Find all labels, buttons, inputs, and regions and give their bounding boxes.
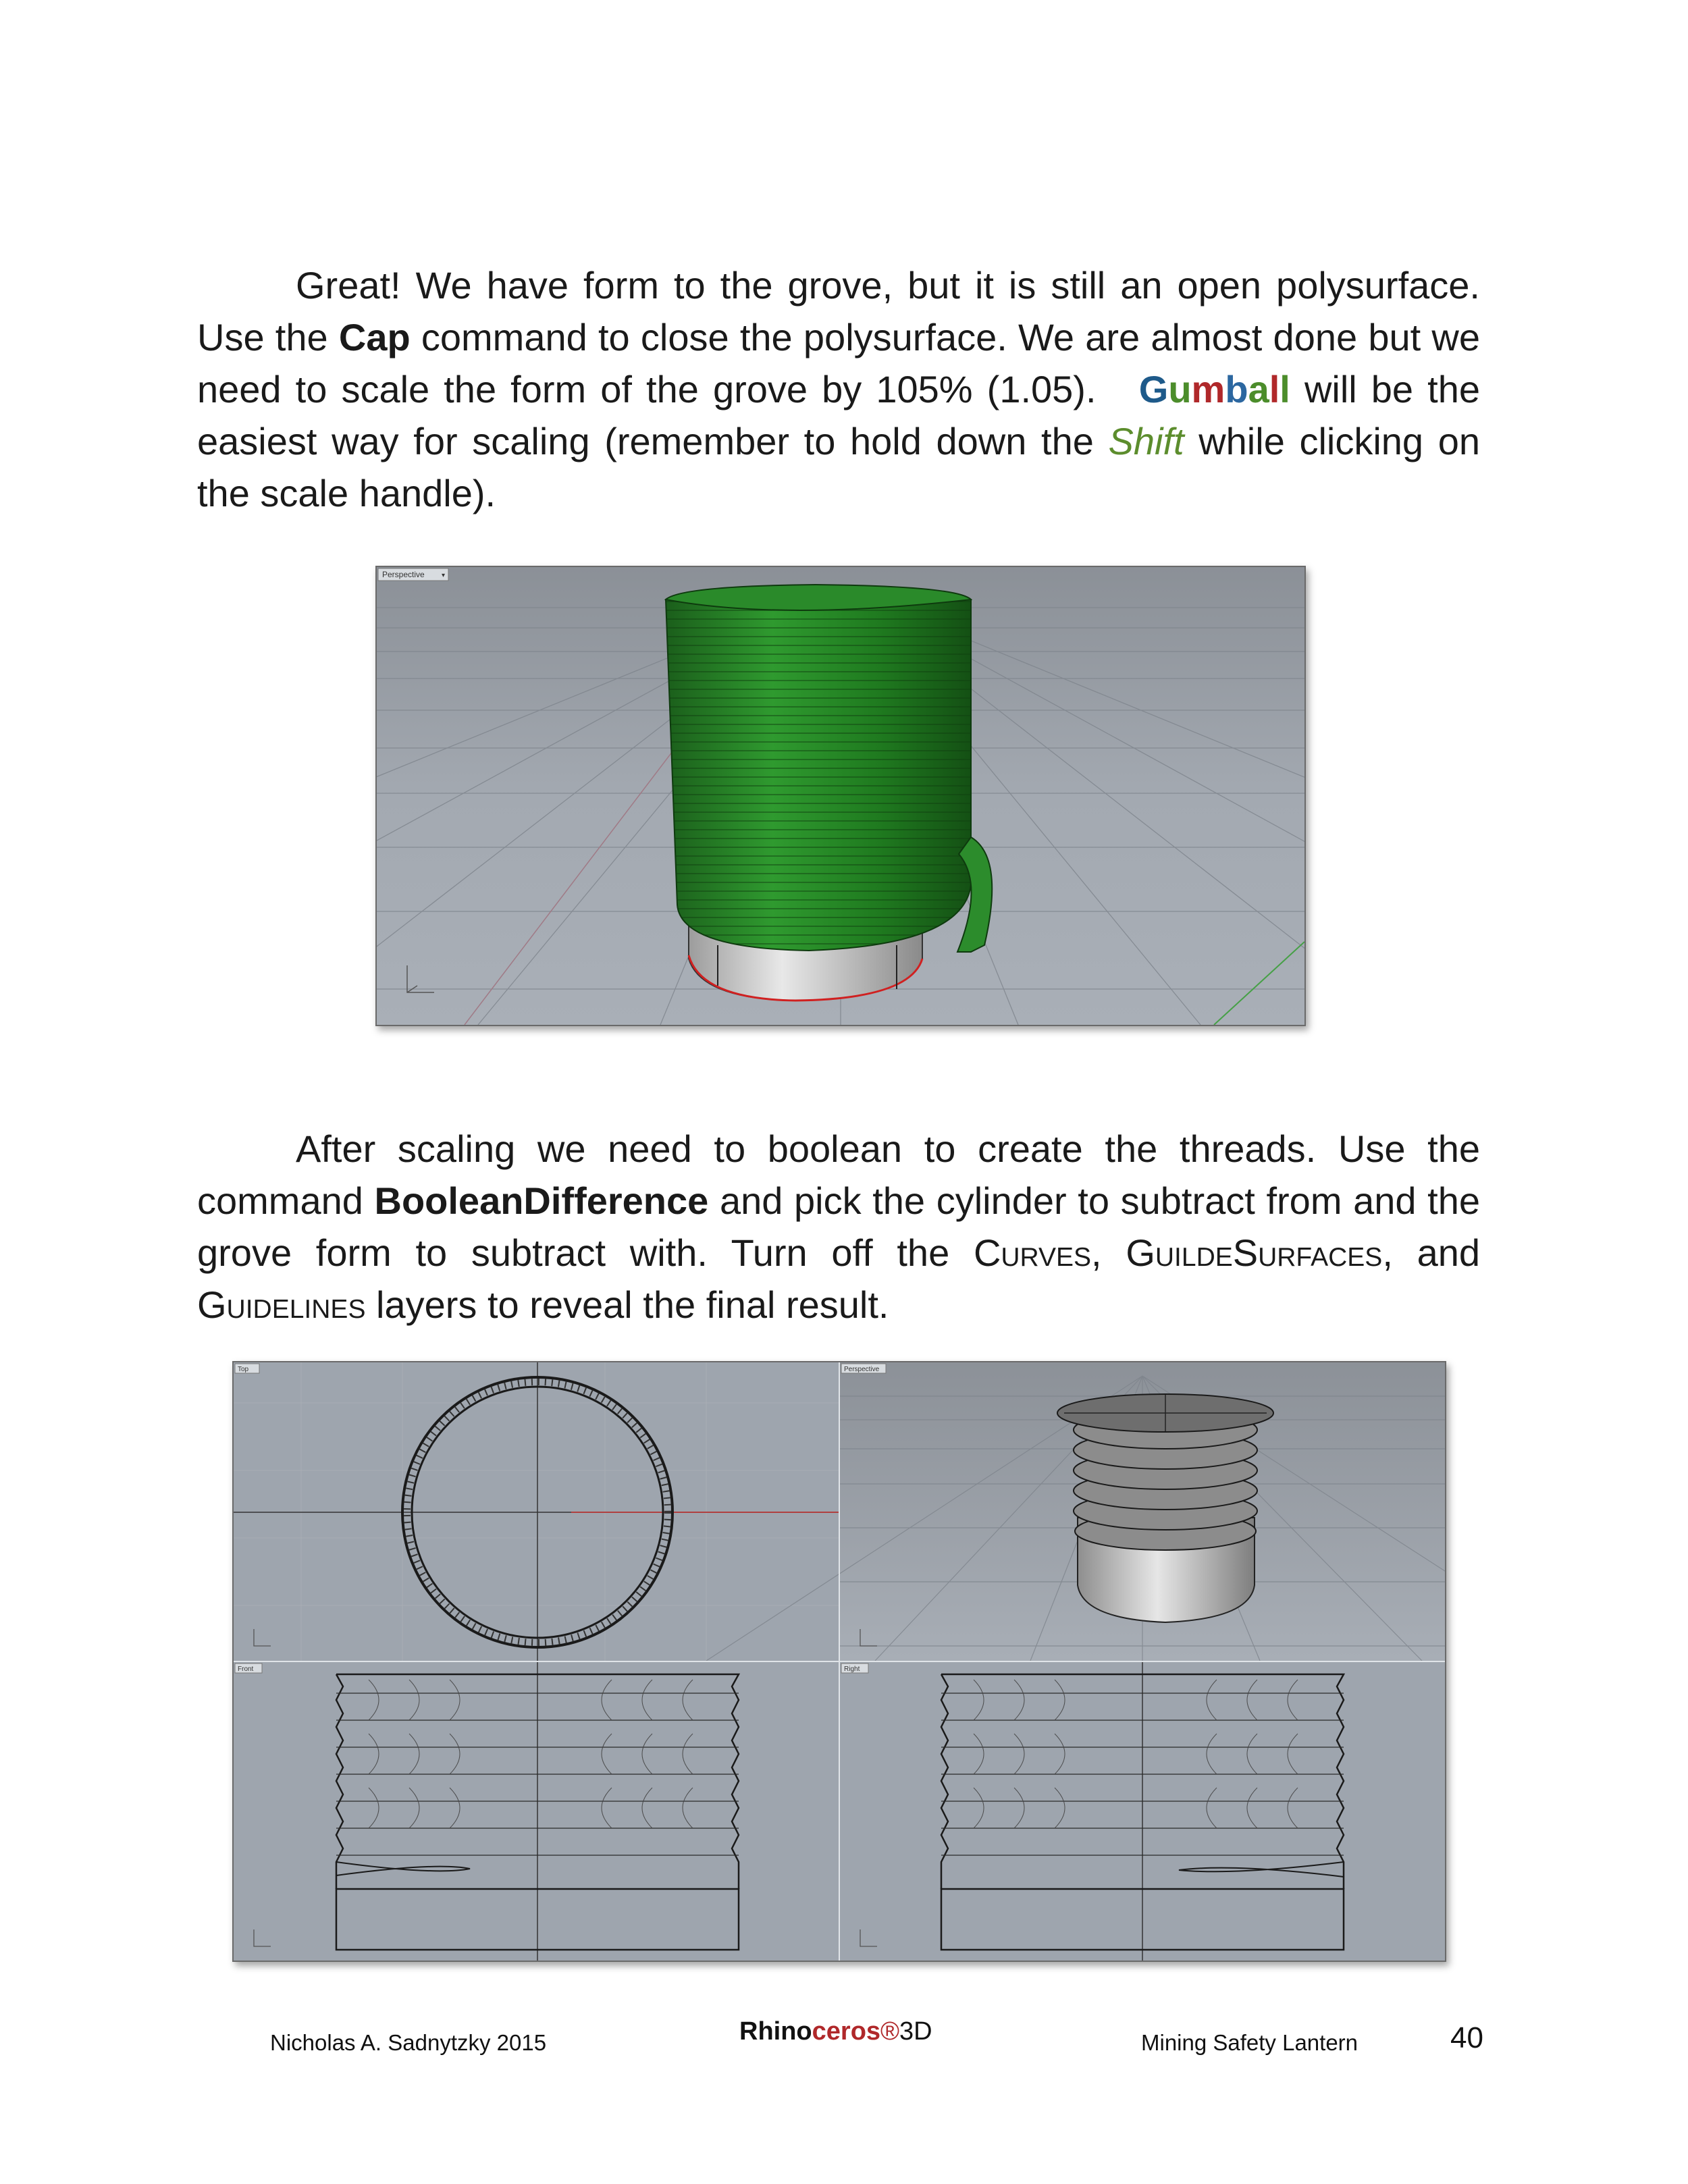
viewport-front	[234, 1662, 839, 1961]
green-grove-form	[666, 585, 992, 952]
four-viewport-screenshot	[232, 1361, 1446, 1962]
perspective-viewport-screenshot	[375, 566, 1306, 1026]
layer-guildesurfaces: GuildeSurfaces	[1126, 1231, 1383, 1274]
gumball-word: Gumball	[1138, 368, 1290, 410]
viewport-label-top: Top	[238, 1366, 249, 1373]
viewport-label-right: Right	[844, 1666, 860, 1673]
footer-title: Mining Safety Lantern	[1141, 2030, 1359, 2055]
layer-curves: Curves	[973, 1231, 1092, 1274]
paragraph-boolean: After scaling we need to boolean to create the threads. Use the command BooleanDifference and pick the cylinder to subtract from and the grove form to subtract with. Turn off the Curves, GuildeSurfaces, and Guidelines layers to reveal the final result.	[197, 1127, 1481, 1326]
paragraph-cap-scaling: Great! We have form to the grove, but it is still an open polysurface. Use the Cap command to close the polysurface. We are almost done but we need to scale the form of the grove by 105% (1.05). Gumball will be the easiest way for scaling (remember to hold down the Shift while clicking on the scale handle).	[197, 264, 1480, 514]
booleandifference-command: BooleanDifference	[374, 1179, 709, 1222]
cap-command: Cap	[338, 316, 411, 358]
shift-key: Shift	[1108, 420, 1184, 462]
footer-author: Nicholas A. Sadnytzky 2015	[270, 2030, 547, 2055]
viewport-right	[840, 1662, 1445, 1961]
viewport-label-front: Front	[238, 1666, 254, 1673]
page-number: 40	[1450, 2021, 1483, 2054]
svg-text:▾: ▾	[442, 572, 446, 579]
layer-guidelines: Guidelines	[197, 1283, 366, 1326]
footer-brand: Rhinoceros®3D	[739, 2017, 932, 2046]
viewport-label-perspective-2: Perspective	[844, 1366, 880, 1373]
viewport-label-perspective: Perspective	[382, 570, 425, 579]
viewport-top	[234, 1362, 839, 1661]
